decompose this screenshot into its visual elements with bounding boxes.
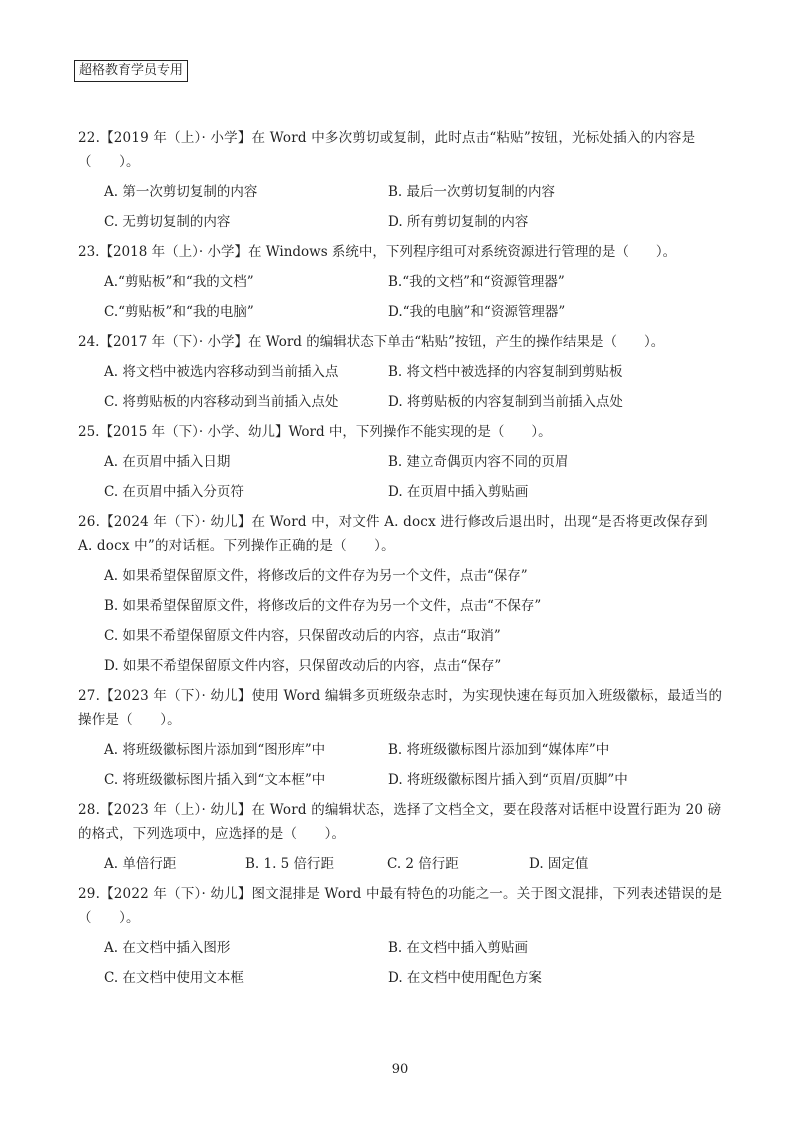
question-26-stem: 26.【2024 年（下）· 幼儿】在 Word 中，对文件 A. docx 进行修改后退出时，出现“是否将更改保存到 A. docx 中”的对话框。下列操作正确的是（ ）。 bbox=[78, 514, 708, 554]
question-27-options-row-1 bbox=[78, 738, 726, 762]
question-24-stem: 24.【2017 年（下）· 小学】在 Word 的编辑状态下单击“粘贴”按钮，产生的操作结果是（ ）。 bbox=[78, 334, 665, 350]
question-22-option-b: B. 最后一次剪切复制的内容 bbox=[388, 184, 556, 200]
question-28-option-d: D. 固定值 bbox=[529, 856, 589, 872]
question-23-options-row-1 bbox=[78, 270, 726, 294]
question-25-option-c: C. 在页眉中插入分页符 bbox=[104, 484, 244, 500]
question-27-option-d: D. 将班级徽标图片插入到“页眉/页脚”中 bbox=[388, 772, 628, 788]
header-stamp: 超格教育学员专用 bbox=[74, 60, 188, 82]
question-27-option-b: B. 将班级徽标图片添加到“媒体库”中 bbox=[388, 742, 610, 758]
question-27-stem: 27.【2023 年（下）· 幼儿】使用 Word 编辑多页班级杂志时，为实现快速在每页加入班级徽标，最适当的操作是（ ）。 bbox=[78, 688, 723, 728]
question-22-option-c: C. 无剪切复制的内容 bbox=[104, 214, 231, 230]
question-28-stem: 28.【2023 年（上）· 幼儿】在 Word 的编辑状态，选择了文档全文，要在段落对话框中设置行距为 20 磅的格式，下列选项中，应选择的是（ ）。 bbox=[78, 802, 722, 842]
question-25-option-d: D. 在页眉中插入剪贴画 bbox=[388, 484, 529, 500]
question-29-option-c: C. 在文档中使用文本框 bbox=[104, 970, 244, 986]
question-28-option-b: B. 1. 5 倍行距 bbox=[245, 856, 335, 872]
question-25-option-a: A. 在页眉中插入日期 bbox=[104, 454, 231, 470]
question-28-option-c: C. 2 倍行距 bbox=[387, 856, 459, 872]
question-23-option-d: D.“我的电脑”和“资源管理器” bbox=[388, 304, 566, 320]
question-29-option-a: A. 在文档中插入图形 bbox=[104, 940, 231, 956]
question-25-options-row-2 bbox=[78, 480, 726, 504]
page-number: 90 bbox=[391, 1062, 409, 1077]
question-27-option-a: A. 将班级徽标图片添加到“图形库”中 bbox=[104, 742, 326, 758]
question-24-option-c: C. 将剪贴板的内容移动到当前插入点处 bbox=[104, 394, 339, 410]
question-26-option-a: A. 如果希望保留原文件，将修改后的文件存为另一个文件，点击“保存” bbox=[104, 568, 528, 584]
question-29-options-row-1 bbox=[78, 936, 726, 960]
question-25-stem: 25.【2015 年（下）· 小学、幼儿】Word 中，下列操作不能实现的是（ ）。 bbox=[78, 424, 552, 440]
question-25-options-row-1 bbox=[78, 450, 726, 474]
question-22-option-a: A. 第一次剪切复制的内容 bbox=[104, 184, 258, 200]
question-list bbox=[78, 126, 726, 996]
question-27-option-c: C. 将班级徽标图片插入到“文本框”中 bbox=[104, 772, 326, 788]
question-28-option-a: A. 单倍行距 bbox=[104, 856, 177, 872]
question-29-options-row-2 bbox=[78, 966, 726, 990]
question-22-option-d: D. 所有剪切复制的内容 bbox=[388, 214, 529, 230]
question-23-option-c: C.“剪贴板”和“我的电脑” bbox=[104, 304, 254, 320]
question-25-option-b: B. 建立奇偶页内容不同的页眉 bbox=[388, 454, 569, 470]
question-26-option-d: D. 如果不希望保留原文件内容，只保留改动后的内容，点击“保存” bbox=[104, 658, 502, 674]
question-23-option-b: B.“我的文档”和“资源管理器” bbox=[388, 274, 565, 290]
question-29-option-b: B. 在文档中插入剪贴画 bbox=[388, 940, 529, 956]
question-24-option-b: B. 将文档中被选择的内容复制到剪贴板 bbox=[388, 364, 623, 380]
question-24-option-d: D. 将剪贴板的内容复制到当前插入点处 bbox=[388, 394, 623, 410]
question-27-options-row-2 bbox=[78, 768, 726, 792]
question-26-option-c: C. 如果不希望保留原文件内容，只保留改动后的内容，点击“取消” bbox=[104, 628, 501, 644]
question-23-stem: 23.【2018 年（上）· 小学】在 Windows 系统中，下列程序组可对系统资源进行管理的是（ ）。 bbox=[78, 244, 677, 260]
question-26-option-b: B. 如果希望保留原文件，将修改后的文件存为另一个文件，点击“不保存” bbox=[104, 598, 542, 614]
question-22-stem: 22.【2019 年（上）· 小学】在 Word 中多次剪切或复制，此时点击“粘贴”按钮，光标处插入的内容是（ ）。 bbox=[78, 130, 696, 170]
question-23-options-row-2 bbox=[78, 300, 726, 324]
question-22-options-row-1 bbox=[78, 180, 726, 204]
question-22-options-row-2 bbox=[78, 210, 726, 234]
question-24-options-row-2 bbox=[78, 390, 726, 414]
question-24-option-a: A. 将文档中被选内容移动到当前插入点 bbox=[104, 364, 339, 380]
question-23-option-a: A.“剪贴板”和“我的文档” bbox=[104, 274, 254, 290]
question-24-options-row-1 bbox=[78, 360, 726, 384]
question-28-options-row bbox=[78, 852, 726, 876]
question-29-stem: 29.【2022 年（下）· 幼儿】图文混排是 Word 中最有特色的功能之一。关于图文混排，下列表述错误的是（ ）。 bbox=[78, 886, 723, 926]
question-29-option-d: D. 在文档中使用配色方案 bbox=[388, 970, 542, 986]
